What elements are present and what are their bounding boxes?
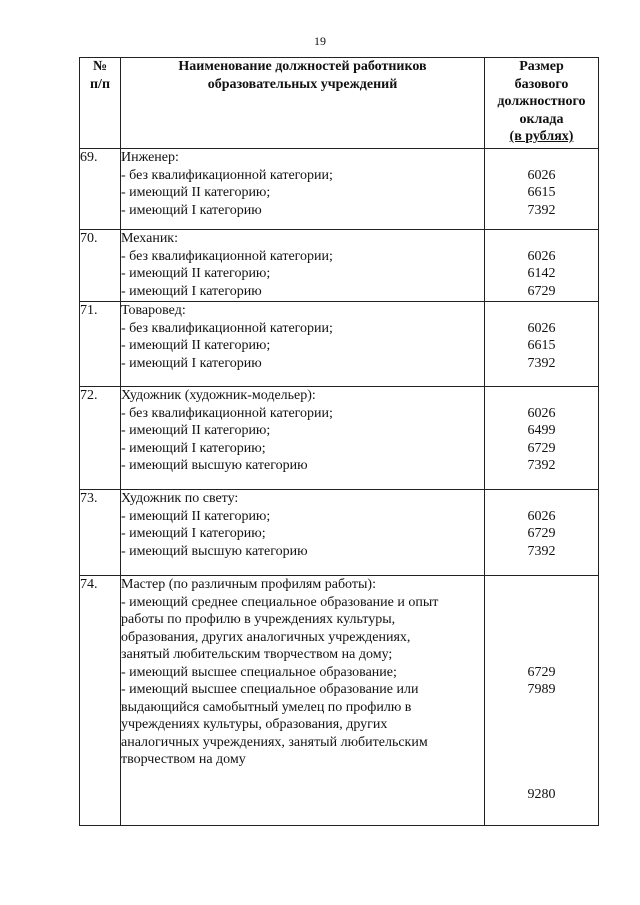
name-line: Механик: (121, 231, 178, 246)
name-line: - имеющий I категорию (121, 202, 262, 218)
salary-values (485, 490, 599, 576)
salary-line: 9280 (527, 787, 556, 802)
salary-line (485, 751, 598, 769)
salary-line: 7989 (527, 682, 556, 697)
salary-line (485, 769, 598, 787)
table-row (80, 302, 599, 387)
position-name (121, 576, 485, 826)
table-row (80, 490, 599, 576)
salary-line (485, 716, 598, 734)
salary-values (485, 576, 599, 826)
name-line: Товаровед: (121, 303, 186, 318)
salary-values (485, 302, 599, 387)
name-line: - имеющий II категорию; (121, 508, 271, 524)
name-line: работы по профилю в учреждениях культуры, (121, 612, 396, 627)
name-line: - имеющий высшую категорию (121, 458, 308, 473)
table-row (80, 149, 599, 230)
row-number: 73. (80, 490, 121, 576)
salary-values (485, 230, 599, 302)
salary-line (485, 302, 598, 320)
salary-line: 6026 (527, 167, 556, 183)
salary-line: 7392 (527, 355, 556, 371)
header-salary-line: базового (514, 76, 569, 92)
header-salary-line: (в рублях) (509, 129, 574, 144)
row-number: 72. (80, 387, 121, 490)
header-number (80, 58, 121, 149)
name-line: - без квалификационной категории; (121, 248, 333, 264)
salary-line (485, 387, 598, 405)
name-line: - имеющий I категорию (121, 355, 262, 371)
name-line: - без квалификационной категории; (121, 405, 333, 421)
row-number: 71. (80, 302, 121, 387)
header-base-salary (485, 58, 599, 149)
salary-line (485, 734, 598, 752)
name-line: - имеющий I категорию; (121, 440, 266, 456)
name-line: - имеющий высшую категорию (121, 543, 308, 559)
name-line: - без квалификационной категории; (121, 167, 333, 183)
salary-line (485, 576, 598, 594)
salary-line: 7392 (527, 202, 556, 218)
salary-line: 6729 (527, 283, 556, 299)
position-name (121, 230, 485, 302)
row-number: 69. (80, 149, 121, 230)
name-line: - имеющий II категорию; (121, 185, 271, 200)
salary-line (485, 490, 598, 508)
name-line: - имеющий I категорию; (121, 526, 266, 541)
salary-line: 6026 (527, 320, 556, 336)
name-line: - имеющий I категорию (121, 283, 262, 299)
salary-line: 6729 (527, 664, 556, 680)
position-name (121, 302, 485, 387)
name-line: выдающийся самобытный умелец по профилю в (121, 699, 412, 715)
salary-line: 6615 (527, 338, 556, 353)
salary-line: 7392 (527, 543, 556, 559)
name-line: Художник (художник-модельер): (121, 388, 316, 403)
name-line: - имеющий II категорию; (121, 338, 271, 353)
name-line: учреждениях культуры, образования, других (121, 717, 388, 732)
page-number: 19 (314, 34, 326, 48)
salary-line: 6729 (527, 440, 556, 456)
salary-line (485, 611, 598, 629)
table-header-row (80, 58, 599, 149)
row-number: 70. (80, 230, 121, 302)
salary-line: 6729 (527, 526, 556, 541)
salary-line: 6026 (527, 508, 556, 524)
name-line: творчеством на дому (121, 752, 246, 767)
salary-line: 7392 (527, 458, 556, 473)
name-line: занятый любительским творчеством на дому; (121, 647, 393, 662)
position-name (121, 149, 485, 230)
table-row (80, 230, 599, 302)
name-line: Мастер (по различным профилям работы): (121, 577, 376, 592)
name-line: - без квалификационной категории; (121, 320, 333, 336)
header-salary-line: должностного (497, 94, 586, 109)
salary-table (79, 57, 599, 826)
position-name (121, 387, 485, 490)
salary-values (485, 149, 599, 230)
salary-line (485, 629, 598, 647)
header-position-name (121, 58, 485, 149)
position-name (121, 490, 485, 576)
salary-line: 6499 (527, 423, 556, 438)
salary-line: 6615 (527, 185, 556, 200)
header-salary-line: оклада (519, 111, 564, 127)
name-line: образования, других аналогичных учреждениях, (121, 629, 411, 645)
name-line: - имеющий высшее специальное образование; (121, 664, 397, 680)
name-line: - имеющий среднее специальное образование и опыт (121, 594, 439, 610)
header-number-line: п/п (89, 76, 111, 92)
table-row (80, 576, 599, 826)
name-line: Художник по свету: (121, 491, 239, 506)
salary-line: 6026 (527, 405, 556, 421)
salary-line: 6026 (527, 248, 556, 264)
salary-line (485, 699, 598, 717)
salary-line (485, 230, 598, 248)
name-line: - имеющий II категорию; (121, 423, 271, 438)
header-name-line: Наименование должностей работников (178, 59, 427, 74)
name-line: - имеющий высшее специальное образование или (121, 682, 419, 697)
salary-values (485, 387, 599, 490)
salary-line (485, 646, 598, 664)
header-salary-line: Размер (519, 59, 564, 74)
table-row (80, 387, 599, 490)
name-line: - имеющий II категорию; (121, 266, 271, 281)
header-name-line: образовательных учреждений (207, 76, 398, 92)
header-number-line: № (92, 59, 108, 74)
row-number: 74. (80, 576, 121, 826)
name-line: аналогичных учреждениях, занятый любительским (121, 734, 428, 750)
salary-line (485, 594, 598, 612)
name-line: Инженер: (121, 150, 179, 165)
salary-line (485, 149, 598, 167)
salary-line: 6142 (527, 266, 556, 281)
